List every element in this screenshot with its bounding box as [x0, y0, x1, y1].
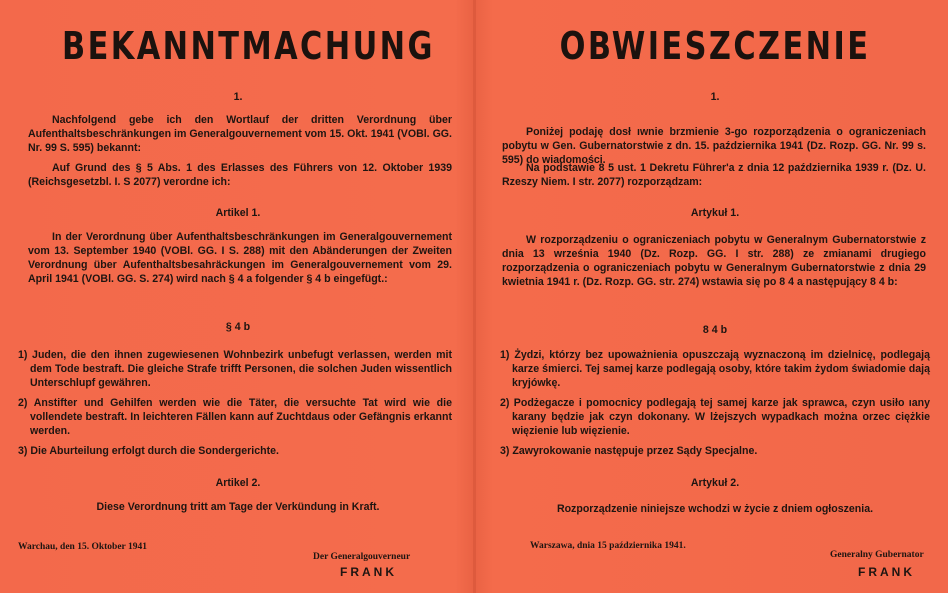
german-section-heading: § 4 b — [225, 321, 251, 333]
german-point-3: 3) Die Aburteilung erfolgt durch die Sondergerichte. — [18, 445, 279, 457]
german-article-2-heading: Artikel 2. — [215, 477, 261, 489]
german-place-date: Warchau, den 15. Oktober 1941 — [18, 542, 147, 552]
german-number: 1. — [233, 91, 243, 103]
polish-section-heading: 8 4 b — [702, 324, 728, 336]
polish-point-3: 3) Zawyrokowanie następuje przez Sądy Specjalne. — [500, 445, 758, 457]
polish-article-2-heading: Artykuł 2. — [690, 477, 740, 489]
german-intro-2: Auf Grund des § 5 Abs. 1 des Erlasses des Führers von 12. Oktober 1939 (Reichsgesetzbl. I. S 2077) verordne ich: — [28, 162, 452, 188]
polish-title: OBWIESZCZENIE — [559, 24, 871, 68]
german-article-1-text: In der Verordnung über Aufenthaltsbeschränkungen im Generalgouvernement vom 13. September 1940 (VOBl. GG. I S. 288) mit den Abänderungen der Zweiten Verordnung über Aufenthaltsbesahräckungen im Generalgouvernement vom 29. April 1941 (VOBl. GG. S. 274) wird nach § 4 a folgender § 4 b eingefügt.: — [28, 231, 452, 285]
polish-article-1-text: W rozporządzeniu o ograniczeniach pobytu w Generalnym Gubernatorstwie z dnia 13 września 1940 (Dz. Rozp. GG. I str. 288) ze zmianami drugiego rozporządzenia o ograniczeniach pobytu w Generalnym Gubernatorstwie z dnia 29 kwietnia 1941 r. (Dz. Rozp. GG. str. 274) wstawia się po 8 4 a następujący 8 4 b: — [502, 234, 926, 288]
center-fold — [473, 0, 476, 593]
german-article-1-heading: Artikel 1. — [215, 207, 261, 219]
german-signer-title: Der Generalgouverneur — [313, 552, 411, 562]
german-column — [18, 0, 458, 593]
german-title: BEKANNTMACHUNG — [62, 24, 435, 68]
polish-intro-2: Na podstawie 8 5 ust. 1 Dekretu Führer'a z dnia 12 października 1939 r. (Dz. U. Rzeszy Niem. I str. 2077) rozporządzam: — [502, 162, 926, 188]
polish-column — [500, 0, 930, 593]
german-point-1: 1) Juden, die den ihnen zugewiesenen Wohnbezirk unbefugt verlassen, werden mit dem Tode bestraft. Die gleiche Strafe trifft Personen, die solchen Juden wissentlich Unterschlupf gewähren. — [18, 349, 452, 389]
polish-signer-name: FRANK — [858, 565, 915, 579]
polish-number: 1. — [710, 91, 720, 103]
polish-article-2-text: Rozporządzenie niniejsze wchodzi w życie z dniem ogłoszenia. — [556, 503, 874, 515]
german-intro-1: Nachfolgend gebe ich den Wortlauf der dritten Verordnung über Aufenthaltsbeschränkungen im Generalgouvernement vom 15. Okt. 1941 (VOBl. GG. Nr. 99 S. 595) bekannt: — [28, 114, 452, 154]
polish-point-1: 1) Żydzi, którzy bez upoważnienia opuszczają wyznaczoną im dzielnicę, podlegają karze śmierci. Tej samej karze podlegają osoby, które takim żydom świadomie dają kryjówkę. — [500, 349, 930, 389]
polish-article-1-heading: Artykuł 1. — [690, 207, 740, 219]
polish-point-2: 2) Podżegacze i pomocnicy podlegają tej samej karze jak sprawca, czyn usiło ıany karany będzie jak czyn dokonany. W lżejszych wypadkach można orzec ciężkie więzienie lub więzienie. — [500, 397, 930, 437]
polish-signer-title: Generalny Gubernator — [830, 550, 924, 560]
polish-intro-1: Poniżej podaję dosł ıwnie brzmienie 3-go rozporządzenia o ograniczeniach pobytu w Gen. Gubernatorstwie z dn. 15. października 1941 (Dz. Rozp. GG. Nr. 99 s. 595) do wiadomości. — [502, 126, 926, 166]
german-article-2-text: Diese Verordnung tritt am Tage der Verkündung in Kraft. — [96, 501, 380, 513]
polish-place-date: Warszawa, dnia 15 października 1941. — [530, 541, 686, 551]
german-point-2: 2) Anstifter und Gehilfen werden wie die Täter, die versuchte Tat wird wie die vollendete bestraft. In leichteren Fällen kann auf Zuchtdaus oder Gefängnis erkannt werden. — [18, 397, 452, 437]
german-signer-name: FRANK — [340, 565, 397, 579]
